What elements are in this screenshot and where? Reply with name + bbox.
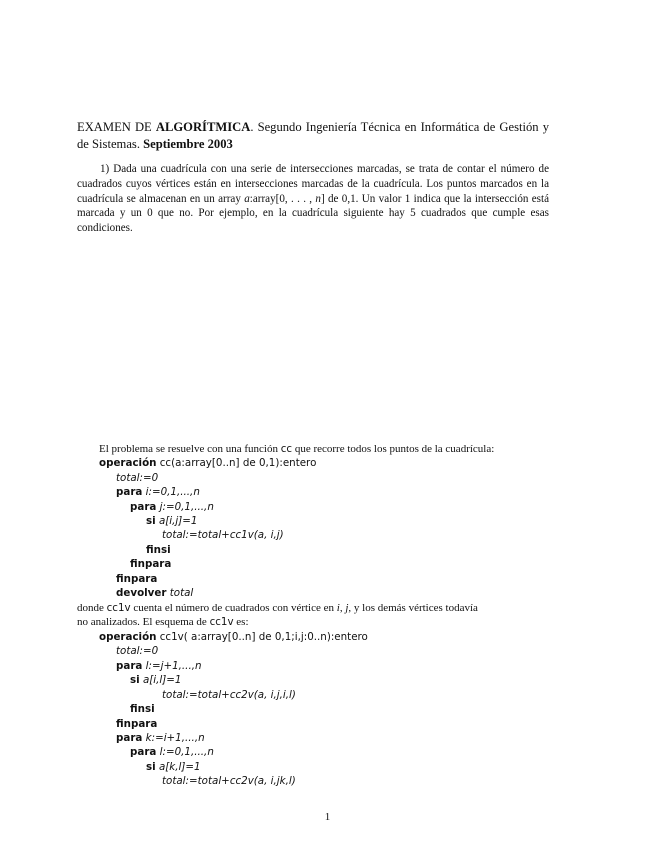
algo2-kw-operacion: operación <box>99 631 157 643</box>
algo2-line8 <box>116 731 205 745</box>
algo1-line4 <box>130 500 214 514</box>
header-subject: ALGORÍTMICA <box>155 120 251 134</box>
algo2-line4 <box>130 673 181 687</box>
algo1-line10 <box>116 586 193 600</box>
algo2-kw-para-k: para <box>116 732 143 744</box>
algo2-range-l2: l:=0,1,...,n <box>156 746 214 758</box>
algo2-line7: finpara <box>116 718 158 730</box>
algo1-kw-operacion: operación <box>99 457 157 469</box>
between-fn2: cc1v <box>209 616 234 628</box>
between-line2b: es: <box>233 616 249 628</box>
algo2-line3 <box>116 659 202 673</box>
algo1-range-i: i:=0,1,...,n <box>142 486 200 498</box>
algo1-kw-para-j: para <box>130 501 157 513</box>
between-j: j <box>345 602 349 614</box>
between-fn: cc1v <box>106 602 131 614</box>
algo2-condition-2: a[k,l]=1 <box>155 761 201 773</box>
intro-part2: :array[0, . . . , <box>249 192 316 205</box>
algo2-line10 <box>146 760 201 774</box>
between-d: , y los demás vértices todavía <box>348 602 478 614</box>
between-line2a: no analizados. El esquema de <box>77 616 210 628</box>
algo2-line1 <box>99 630 368 644</box>
algo1-line3 <box>116 485 200 499</box>
algo1-kw-para-i: para <box>116 486 143 498</box>
lead-fn: cc <box>280 443 293 455</box>
algo2-line9 <box>130 745 214 759</box>
between-b: cuenta el número de cuadrados con vértice en <box>130 602 337 614</box>
algo1-condition: a[i,j]=1 <box>155 515 198 527</box>
algo1-signature: cc(a:array[0..n] de 0,1):entero <box>156 457 317 469</box>
algo2-line6: finsi <box>130 703 155 715</box>
between-c: , <box>339 602 346 614</box>
between-line2 <box>77 615 249 629</box>
algo2-kw-para-l: para <box>116 660 143 672</box>
algo1-line5 <box>146 514 197 528</box>
algo2-kw-para-l2: para <box>130 746 157 758</box>
algo2-range-l: l:=j+1,...,n <box>142 660 202 672</box>
algo1-line8: finpara <box>130 558 172 570</box>
header-mid: . Segundo Ingeniería Técnica en Informática de Gestión y de Sistemas. <box>77 120 549 151</box>
solution-lead <box>99 442 494 456</box>
algo2-line11: total:=total+cc2v(a, i,jk,l) <box>162 775 296 787</box>
algo1-kw-si: si <box>146 515 156 527</box>
header-date: Septiembre 2003 <box>143 137 233 151</box>
algo2-condition-1: a[i,l]=1 <box>139 674 182 686</box>
intro-var2: n <box>315 192 321 205</box>
exam-header <box>77 119 549 153</box>
problem-statement <box>77 162 549 236</box>
intro-var: a <box>244 192 250 205</box>
lead-b: que recorre todos los puntos de la cuadrícula: <box>292 443 495 455</box>
algo1-line9: finpara <box>116 573 158 585</box>
algo2-kw-si-2: si <box>146 761 156 773</box>
between-i: i <box>336 602 340 614</box>
algo2-signature: cc1v( a:array[0..n] de 0,1;i,j:0..n):entero <box>156 631 368 643</box>
algo2-line5: total:=total+cc2v(a, i,j,i,l) <box>162 689 296 701</box>
algo1-line2: total:=0 <box>116 472 159 484</box>
algo2-kw-si-1: si <box>130 674 140 686</box>
algo1-return: total <box>166 587 194 599</box>
algo2-range-k: k:=i+1,...,n <box>142 732 205 744</box>
intro-part1: 1) Dada una cuadrícula con una serie de intersecciones marcadas, se trata de contar el número de cuadrados cuyos vértices están en intersecciones marcadas de la cuadrícula. Los puntos marcados en la cuadrícula se almacenan en un array <box>77 163 549 205</box>
between-a: donde <box>77 602 107 614</box>
algo1-line7: finsi <box>146 544 171 556</box>
page-number: 1 <box>324 811 331 823</box>
algo2-line2: total:=0 <box>116 645 159 657</box>
between-line1 <box>77 601 478 615</box>
algo1-kw-devolver: devolver <box>116 587 167 599</box>
algo1-line1 <box>99 456 316 470</box>
algo1-range-j: j:=0,1,...,n <box>156 501 214 513</box>
lead-a: El problema se resuelve con una función <box>99 443 281 455</box>
algo1-line6: total:=total+cc1v(a, i,j) <box>162 529 284 541</box>
intro-part3: ] de 0,1. Un valor 1 indica que la intersección está marcada y un 0 que no. Por ejemplo, en la cuadrícula siguiente hay 5 cuadrados que cumple esas condiciones. <box>77 192 549 235</box>
header-prefix: EXAMEN DE <box>77 120 156 134</box>
